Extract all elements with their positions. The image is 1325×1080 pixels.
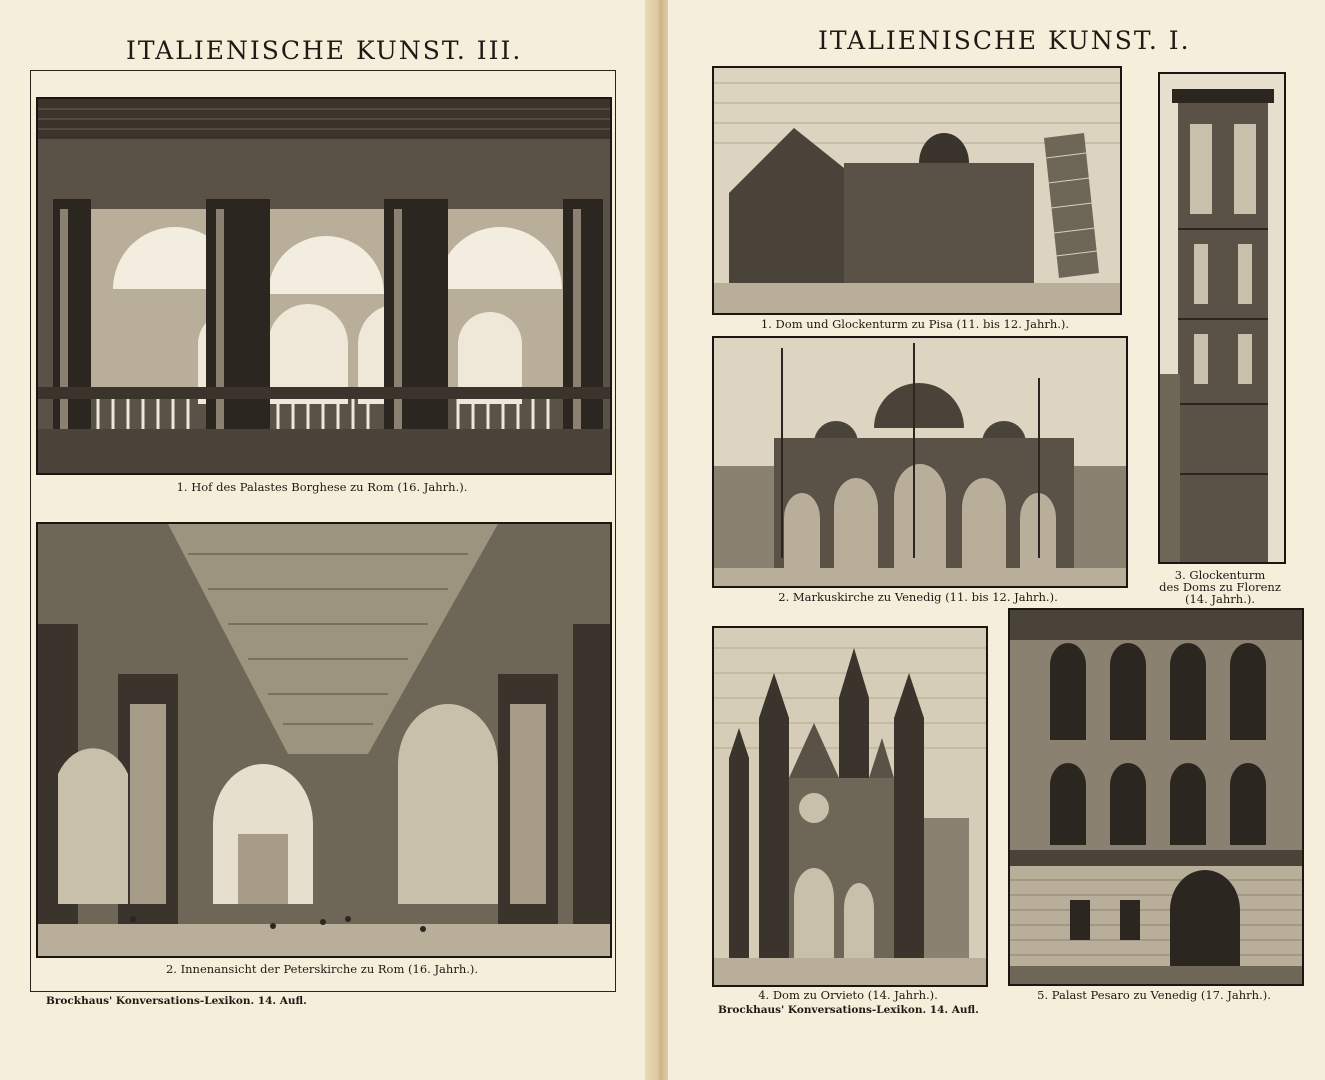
caption-st-peters-interior: 2. Innenansicht der Peterskirche zu Rom (16. Jahrh.). [165,962,479,976]
plate-st-peters-interior [36,522,612,958]
caption-orvieto-cathedral: 4. Dom zu Orvieto (14. Jahrh.). [758,988,938,1002]
plate-palazzo-pesaro-venice [1008,608,1304,986]
plate-florence-campanile [1158,72,1286,564]
caption-palazzo-pesaro: 5. Palast Pesaro zu Venedig (17. Jahrh.). [1037,988,1271,1002]
left-page-title: ITALIENISCHE KUNST. III. [126,36,523,65]
caption-pisa-cathedral: 1. Dom und Glockenturm zu Pisa (11. bis 12. Jahrh.). [760,317,1070,331]
left-page-footer: Brockhaus' Konversations-Lexikon. 14. Aufl. [46,995,307,1007]
caption-florence-campanile-line-1: 3. Glockenturm [1174,568,1266,582]
caption-florence-campanile [1146,569,1294,605]
right-page-title: ITALIENISCHE KUNST. I. [818,26,1191,55]
right-page-footer: Brockhaus' Konversations-Lexikon. 14. Aufl. [718,1004,979,1016]
caption-palazzo-borghese: 1. Hof des Palastes Borghese zu Rom (16. Jahrh.). [176,480,468,494]
caption-florence-campanile-line-2: des Doms zu Florenz [1159,580,1281,594]
right-page [668,0,1325,1080]
plate-san-marco-venice [712,336,1128,588]
caption-san-marco-venice: 2. Markuskirche zu Venedig (11. bis 12. Jahrh.). [778,590,1058,604]
plate-pisa-cathedral [712,66,1122,315]
plate-palazzo-borghese-courtyard [36,97,612,475]
plate-orvieto-cathedral [712,626,988,987]
caption-florence-campanile-line-3: (14. Jahrh.). [1184,592,1255,606]
left-page [0,0,650,1080]
